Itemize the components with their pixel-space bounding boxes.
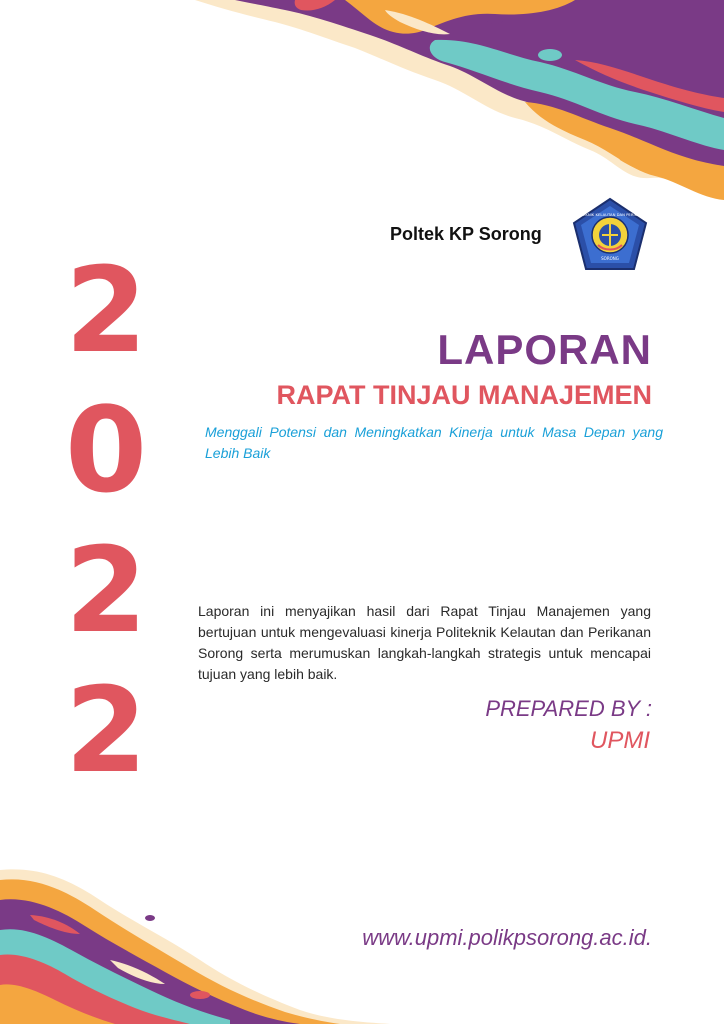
logo-text-top: POLITEKNIK KELAUTAN DAN PERIKANAN [572, 212, 648, 217]
decorative-paint-top [195, 0, 724, 200]
year-digit: 0 [64, 381, 148, 519]
report-tagline: Menggali Potensi dan Meningkatkan Kinerja untuk Masa Depan yang Lebih Baik [205, 424, 663, 461]
decorative-paint-bottom [0, 860, 390, 1024]
report-subtitle: RAPAT TINJAU MANAJEMEN [276, 380, 652, 410]
year-vertical [60, 240, 152, 800]
prepared-by-org: UPMI [590, 727, 650, 754]
website-link[interactable]: www.upmi.polikpsorong.ac.id. [362, 925, 652, 950]
year-digit: 2 [64, 241, 148, 379]
year-digit: 2 [64, 661, 148, 799]
institution-seal-icon [570, 197, 650, 273]
logo-text-bottom: SORONG [601, 256, 619, 261]
institution-name: Poltek KP Sorong [390, 224, 542, 244]
report-title: LAPORAN [437, 326, 652, 373]
prepared-by-label: PREPARED BY : [485, 696, 652, 721]
year-digit: 2 [64, 521, 148, 659]
brand-header [380, 195, 655, 275]
report-description: Laporan ini menyajikan hasil dari Rapat Tinjau Manajemen yang bertujuan untuk mengevaluasi kinerja Politeknik Kelautan dan Perikanan Sorong serta merumuskan langkah-langkah strategis untuk mencapai tujuan yang lebih baik. [198, 603, 651, 682]
